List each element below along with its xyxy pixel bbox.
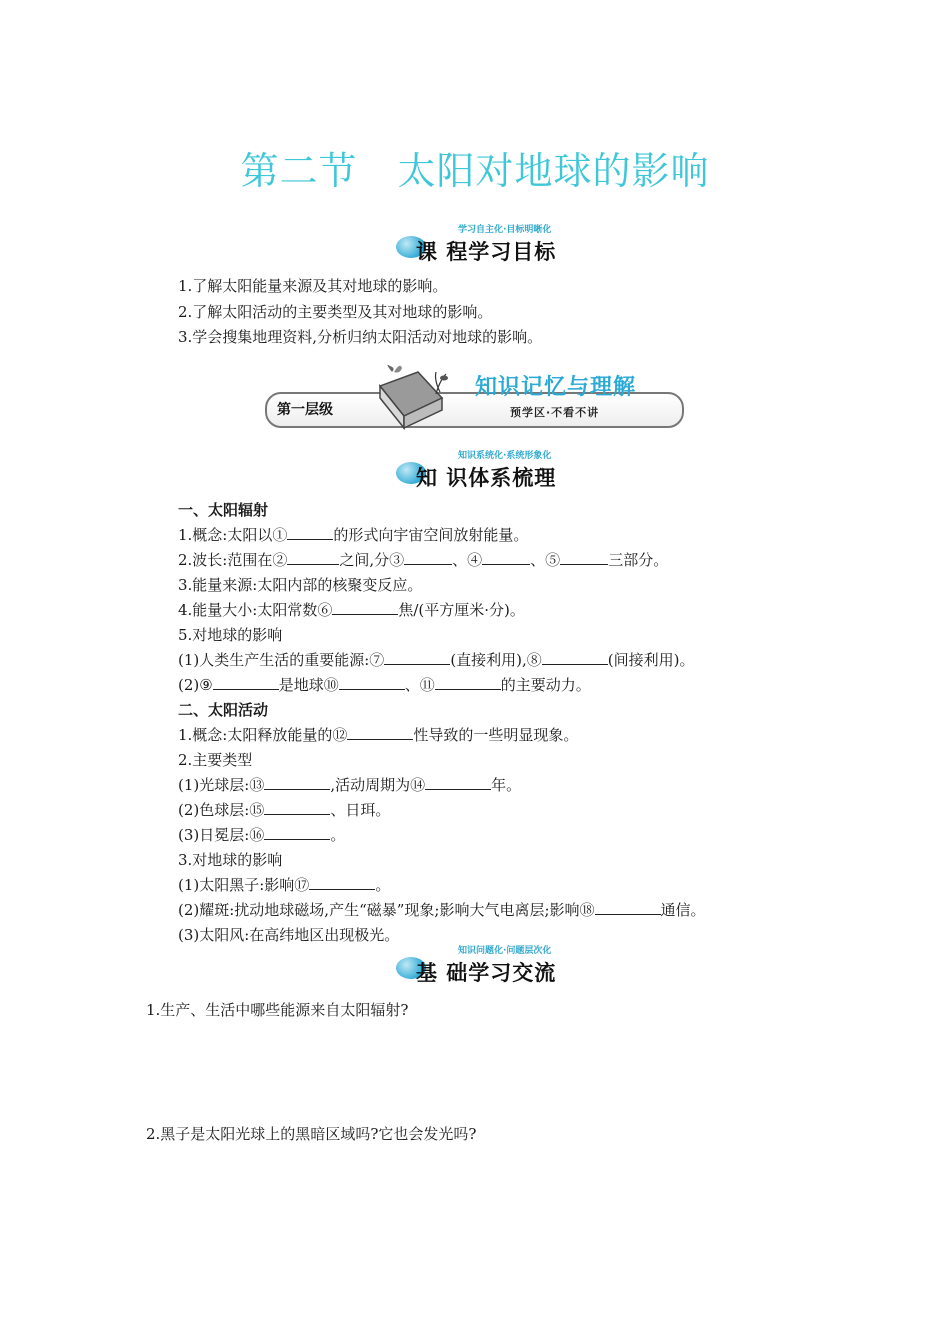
level-banner (265, 362, 685, 438)
banner-course-goals (396, 222, 616, 266)
knowledge-line: 3.对地球的影响 (178, 851, 283, 869)
level-label: 第一层级 (277, 402, 333, 418)
answer-blank[interactable] (332, 600, 398, 615)
answer-blank[interactable] (287, 525, 333, 540)
answer-blank[interactable] (309, 875, 375, 890)
banner-title: 课 程学习目标 (416, 240, 557, 264)
knowledge-line: (1)人类生产生活的重要能源:⑦ (直接利用),⑧ (间接利用)。 (178, 651, 695, 669)
answer-blank[interactable] (425, 775, 491, 790)
answer-blank[interactable] (482, 550, 530, 565)
goal-item: 1.了解太阳能量来源及其对地球的影响。 (178, 277, 448, 295)
knowledge-line: 2.主要类型 (178, 751, 253, 769)
question-item: 1.生产、生活中哪些能源来自太阳辐射? (146, 1001, 409, 1019)
book-butterfly-icon (370, 364, 450, 434)
answer-blank[interactable] (595, 900, 661, 915)
answer-blank[interactable] (213, 675, 279, 690)
answer-blank[interactable] (435, 675, 501, 690)
knowledge-line: 4.能量大小:太阳常数⑥ 焦/(平方厘米·分)。 (178, 601, 525, 619)
knowledge-line: (1)太阳黑子:影响⑰ 。 (178, 876, 391, 894)
banner-knowledge-system (396, 448, 616, 492)
answer-blank[interactable] (264, 800, 330, 815)
question-item: 2.黑子是太阳光球上的黑暗区域吗?它也会发光吗? (146, 1125, 477, 1143)
knowledge-line: 3.能量来源:太阳内部的核聚变反应。 (178, 576, 423, 594)
answer-blank[interactable] (560, 550, 608, 565)
goal-item: 3.学会搜集地理资料,分析归纳太阳活动对地球的影响。 (178, 328, 543, 346)
banner-basic-study (396, 943, 616, 987)
answer-blank[interactable] (542, 650, 608, 665)
level-heading: 知识记忆与理解 (475, 375, 637, 400)
knowledge-line: (3)日冕层:⑯ 。 (178, 826, 346, 844)
knowledge-line: (3)太阳风:在高纬地区出现极光。 (178, 926, 400, 944)
heading-solar-activity: 二、太阳活动 (178, 701, 269, 719)
banner-title: 基 础学习交流 (416, 961, 557, 985)
level-tagline: 预学区·不看不讲 (510, 406, 600, 419)
knowledge-line: (2)⑨ 是地球⑩ 、⑪ 的主要动力。 (178, 676, 591, 694)
answer-blank[interactable] (347, 725, 413, 740)
answer-blank[interactable] (339, 675, 405, 690)
title-section-number: 第二节 (240, 149, 358, 193)
knowledge-line: 2.波长:范围在② 之间,分③ 、④ 、⑤ 三部分。 (178, 551, 669, 569)
knowledge-line: (1)光球层:⑬ ,活动周期为⑭ 年。 (178, 776, 522, 794)
knowledge-line: 1.概念:太阳以① 的形式向宇宙空间放射能量。 (178, 526, 529, 544)
knowledge-line: 5.对地球的影响 (178, 626, 283, 644)
page-title (0, 140, 950, 195)
knowledge-line: 1.概念:太阳释放能量的⑫ 性导致的一些明显现象。 (178, 726, 579, 744)
answer-blank[interactable] (404, 550, 452, 565)
banner-title: 知 识体系梳理 (416, 466, 557, 490)
answer-blank[interactable] (264, 825, 330, 840)
heading-solar-radiation: 一、太阳辐射 (178, 501, 269, 519)
knowledge-line: (2)耀斑:扰动地球磁场,产生“磁暴”现象;影响大气电离层;影响⑱ 通信。 (178, 901, 706, 919)
goal-item: 2.了解太阳活动的主要类型及其对地球的影响。 (178, 303, 493, 321)
answer-blank[interactable] (287, 550, 339, 565)
title-text: 太阳对地球的影响 (397, 149, 710, 193)
knowledge-line: (2)色球层:⑮ 、日珥。 (178, 801, 391, 819)
answer-blank[interactable] (264, 775, 330, 790)
banner-subtitle: 知识系统化·系统形象化 (458, 451, 552, 461)
banner-subtitle: 知识问题化·问题层次化 (458, 946, 552, 956)
banner-subtitle: 学习自主化·目标明晰化 (458, 225, 552, 235)
answer-blank[interactable] (384, 650, 450, 665)
